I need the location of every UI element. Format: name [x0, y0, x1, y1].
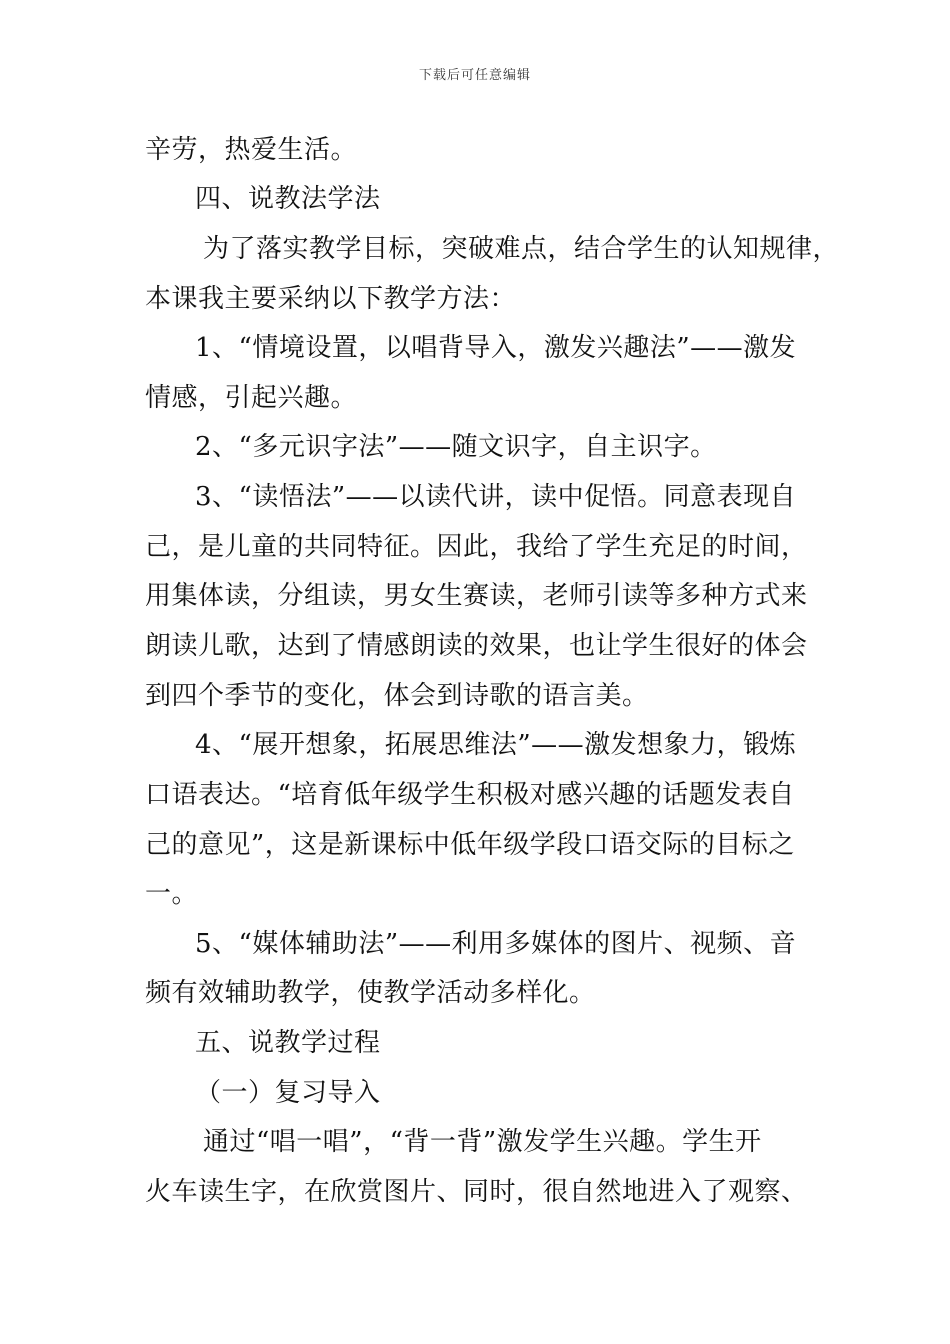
text-line: 频有效辅助教学，使教学活动多样化。	[145, 978, 596, 1008]
list-item: 2、“多元识字法”——随文识字，自主识字。	[195, 432, 717, 462]
text-line: 己，是儿童的共同特征。因此，我给了学生充足的时间，	[145, 532, 808, 562]
section-heading: 五、说教学过程	[195, 1028, 381, 1058]
text-line: 火车读生字，在欣赏图片、同时，很自然地进入了观察、	[145, 1177, 808, 1207]
text-line: 一。	[145, 879, 199, 909]
section-heading: 四、说教法学法	[195, 184, 381, 214]
text-line: 朗读儿歌，达到了情感朗读的效果，也让学生很好的体会	[145, 631, 808, 661]
list-item: 1、“情境设置，以唱背导入，激发兴趣法”——激发	[195, 333, 797, 363]
list-item: 5、“媒体辅助法”——利用多媒体的图片、视频、音	[195, 929, 797, 959]
text-line: 用集体读，分组读，男女生赛读，老师引读等多种方式来	[145, 581, 808, 611]
subsection-heading: （一）复习导入	[195, 1078, 381, 1108]
text-line: 情感，引起兴趣。	[145, 383, 358, 413]
text-line: 本课我主要采纳以下教学方法：	[145, 284, 517, 314]
text-line: 口语表达。“培育低年级学生积极对感兴趣的话题发表自	[145, 780, 795, 810]
text-line: 辛劳，热爱生活。	[145, 135, 358, 165]
text-line: 到四个季节的变化，体会到诗歌的语言美。	[145, 681, 649, 711]
list-item: 4、“展开想象，拓展思维法”——激发想象力，锻炼	[195, 730, 797, 760]
text-line: 通过“唱一唱”，“背一背”激发学生兴趣。学生开	[203, 1127, 762, 1157]
text-line: 己的意见”，这是新课标中低年级学段口语交际的目标之	[145, 830, 795, 860]
list-item: 3、“读悟法”——以读代讲，读中促悟。同意表现自	[195, 482, 797, 512]
text-line: 为了落实教学目标，突破难点，结合学生的认知规律，	[203, 234, 840, 264]
page-header: 下载后可任意编辑	[418, 68, 531, 83]
